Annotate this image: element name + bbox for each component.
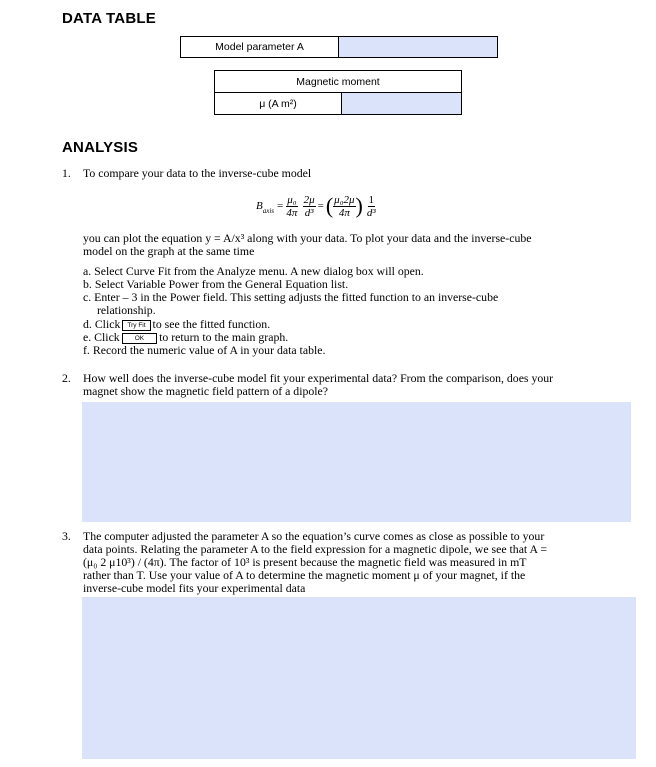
eq-frac-1-num: μ₀	[287, 193, 297, 206]
q1-line1: To compare your data to the inverse-cube model	[83, 166, 312, 180]
q1-step-c-text: Enter – 3 in the Power field. This setting adjusts the fitted function to an inverse-cube	[94, 290, 499, 304]
mu-label-text: μ (A m²)	[259, 97, 297, 110]
q1-step-a-text: Select Curve Fit from the Analyze menu. A new dialog box will open.	[94, 264, 424, 278]
q1-line2: you can plot the equation y = A/x³ along with your data. To plot your data and the inverse-cube	[83, 231, 532, 245]
q1-step-e-post: to return to the main graph.	[159, 330, 289, 344]
q2-line2: magnet show the magnetic field pattern of a dipole?	[83, 384, 329, 398]
q3-line5: inverse-cube model fits your experimental data	[83, 581, 306, 595]
eq-frac-4-den: d³	[366, 206, 376, 219]
q1-step-f-text: Record the numeric value of A in your data table.	[92, 343, 326, 357]
model-parameter-input[interactable]	[338, 36, 498, 58]
eq-paren-close: )	[355, 193, 363, 218]
q3-line4: rather than T. Use your value of A to determine the magnetic moment μ of your magnet, if the	[83, 568, 526, 582]
eq-lhs-sub: axis	[262, 207, 275, 215]
ok-button[interactable]: OK	[122, 333, 157, 344]
eq-frac-3-num: μ₀2μ	[334, 193, 355, 206]
q2-line1: How well does the inverse-cube model fit your experimental data? From the comparison, does your	[83, 371, 554, 385]
q1-step-d-pre: Click	[94, 317, 121, 331]
q3-line3: (μ₀ 2 μ10³) / (4π). The factor of 10³ is present because the magnetic field was measured in mT	[83, 555, 527, 569]
q1-step-c-label: c.	[83, 290, 92, 304]
data-table-heading: DATA TABLE	[62, 10, 156, 27]
q1-number: 1.	[62, 166, 71, 180]
eq-paren-open: (	[325, 193, 334, 218]
eq-equals-1: =	[277, 200, 284, 212]
q3-line2: data points. Relating the parameter A to the field expression for a magnetic dipole, we see that A =	[83, 542, 547, 556]
q1-step-a-label: a.	[83, 264, 92, 278]
eq-frac-3	[333, 194, 355, 219]
eq-frac-1	[286, 194, 297, 219]
try-fit-button[interactable]: Try Fit	[122, 320, 150, 331]
q3-line1: The computer adjusted the parameter A so the equation’s curve comes as close as possible to your	[83, 529, 545, 543]
q1-step-b-text: Select Variable Power from the General Equation list.	[94, 277, 349, 291]
q1-step-f	[83, 344, 325, 357]
q1-step-b-label: b.	[83, 277, 92, 291]
eq-frac-1-den: 4π	[286, 206, 298, 219]
magnetic-moment-header	[214, 70, 462, 93]
magnetic-moment-header-text: Magnetic moment	[296, 75, 380, 88]
eq-frac-4	[367, 194, 376, 219]
q1-step-e-pre: Click	[94, 330, 120, 344]
eq-frac-3-den: 4π	[338, 206, 350, 219]
q2-number: 2.	[62, 371, 71, 385]
q1-step-d-label: d.	[83, 317, 92, 331]
eq-lhs: B	[256, 200, 263, 212]
eq-equals-2: =	[317, 200, 324, 212]
q1-line3: model on the graph at the same time	[83, 244, 255, 258]
eq-frac-4-num: 1	[368, 193, 375, 206]
q1-step-f-label: f.	[83, 343, 90, 357]
eq-frac-2	[303, 194, 316, 219]
mu-input[interactable]	[341, 92, 462, 115]
analysis-heading: ANALYSIS	[62, 139, 139, 156]
eq-frac-2-num: 2μ	[303, 193, 315, 206]
q1-step-e-label: e.	[83, 330, 92, 344]
model-parameter-label	[180, 36, 339, 58]
mu-label	[214, 92, 342, 115]
q3-number: 3.	[62, 529, 71, 543]
q1-step-c-cont: relationship.	[97, 303, 156, 317]
eq-frac-2-den: d³	[304, 206, 314, 219]
model-parameter-label-text: Model parameter A	[215, 41, 304, 53]
q3-answer-field[interactable]	[82, 597, 636, 759]
q1-step-d-post: to see the fitted function.	[152, 317, 271, 331]
q2-answer-field[interactable]	[82, 402, 631, 522]
inverse-cube-equation	[256, 189, 376, 223]
